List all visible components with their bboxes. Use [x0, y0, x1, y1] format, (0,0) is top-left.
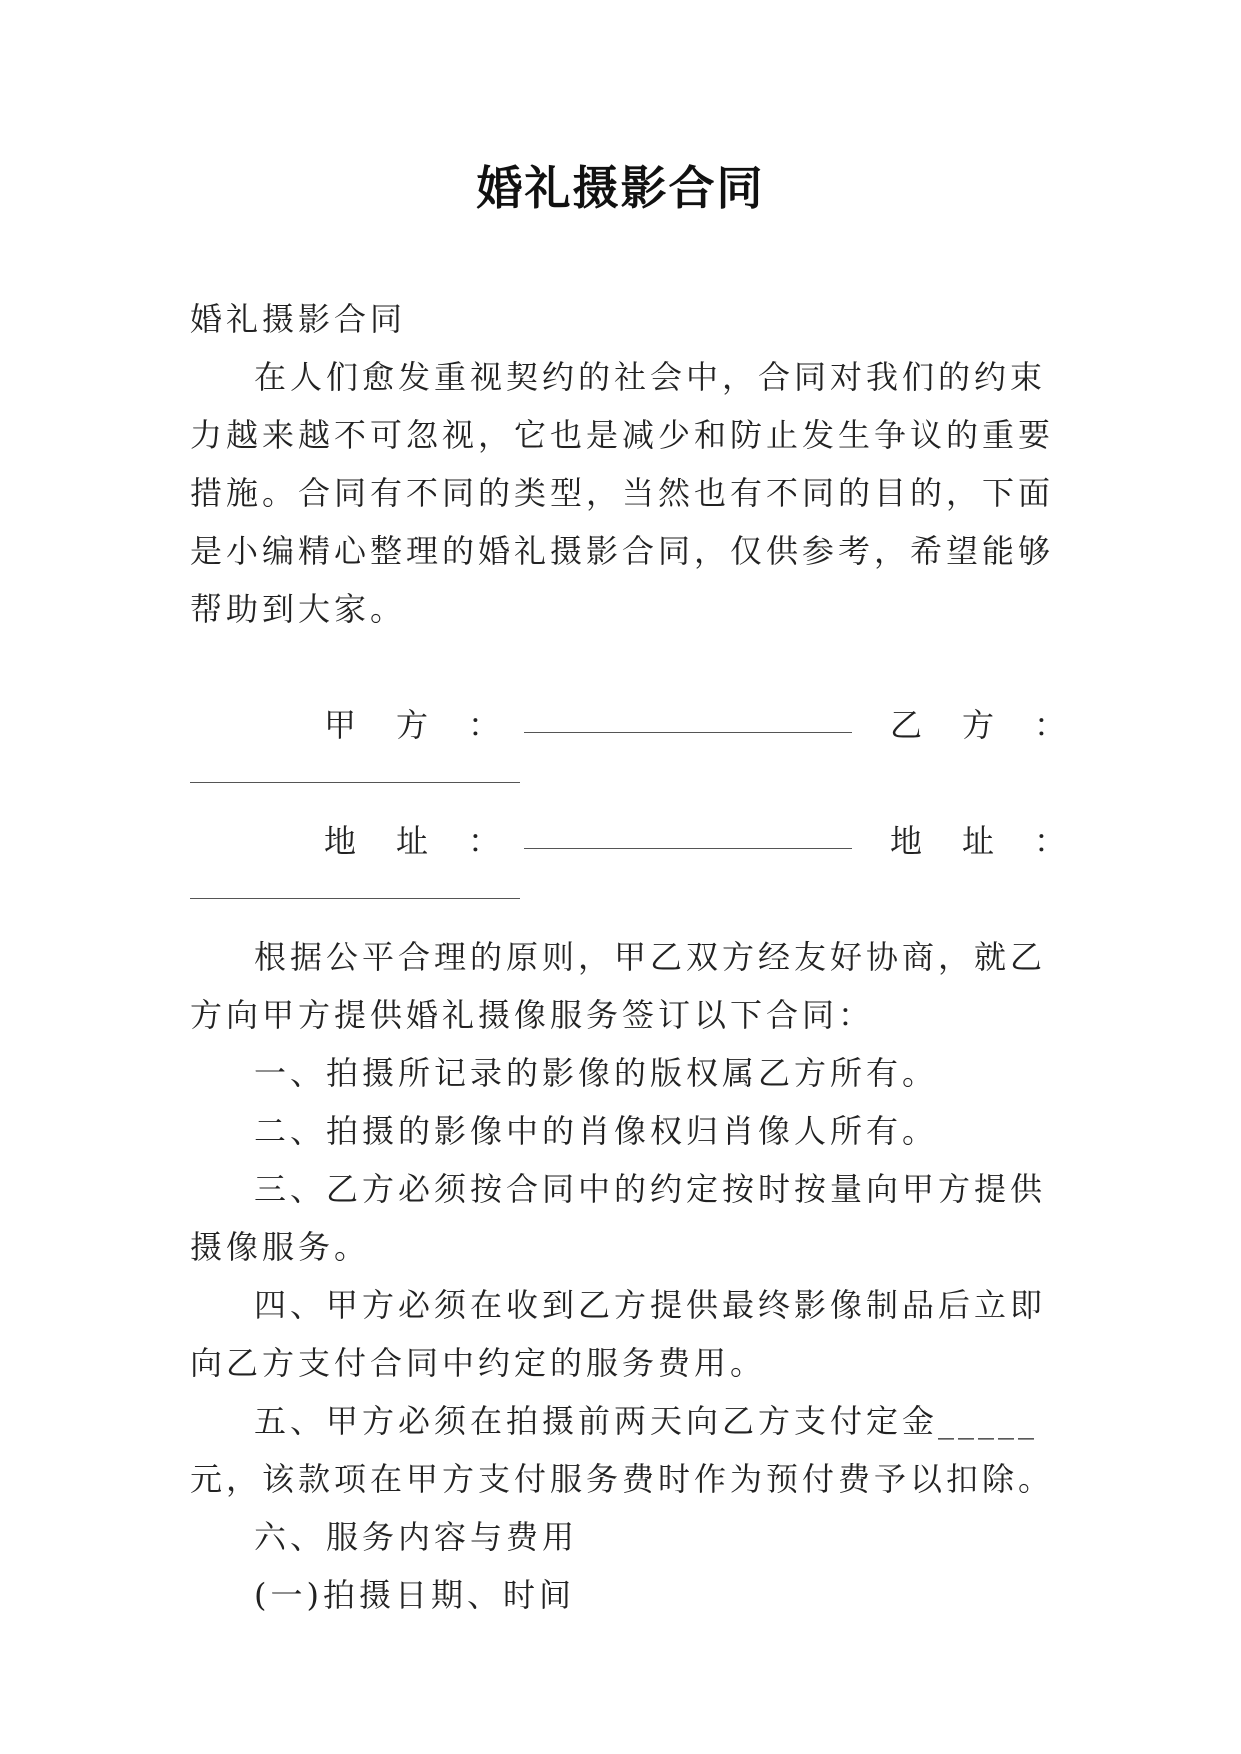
- address-row: [190, 812, 1071, 870]
- document-body: [190, 290, 1071, 1624]
- party-b-line-row: [190, 754, 1056, 812]
- address-a-blank[interactable]: [524, 848, 852, 849]
- party-a-blank[interactable]: [524, 732, 852, 733]
- party-b-label: 乙 方 ：: [890, 706, 1071, 744]
- address-b-line-row: [190, 870, 1056, 928]
- address-a-label: 地 址 ：: [324, 822, 505, 860]
- document-title: 婚礼摄影合同: [476, 161, 765, 215]
- document-subtitle: 婚礼摄影合同: [190, 300, 407, 338]
- preamble-paragraph: 根据公平合理的原则，甲乙双方经友好协商，就乙方向甲方提供婚礼摄像服务签订以下合同：: [190, 938, 1047, 1034]
- address-b-blank[interactable]: [190, 898, 520, 899]
- clause-item: 二、拍摄的影像中的肖像权归肖像人所有。: [254, 1112, 939, 1150]
- clause-item: 一、拍摄所记录的影像的版权属乙方所有。: [254, 1054, 939, 1092]
- clause-item: 三、乙方必须按合同中的约定按时按量向甲方提供摄像服务。: [190, 1170, 1047, 1266]
- party-row: [190, 696, 1071, 754]
- address-b-label: 地 址 ：: [890, 822, 1071, 860]
- clause-item: 五、甲方必须在拍摄前两天向乙方支付定金_____元，该款项在甲方支付服务费时作为预付费予以扣除。: [190, 1402, 1055, 1498]
- party-b-blank[interactable]: [190, 782, 520, 783]
- subsection-heading: (一)拍摄日期、时间: [254, 1576, 575, 1614]
- intro-paragraph: 在人们愈发重视契约的社会中，合同对我们的约束力越来越不可忽视，它也是减少和防止发生争议的重要措施。合同有不同的类型，当然也有不同的目的，下面是小编精心整理的婚礼摄影合同，仅供参考，希望能够帮助到大家。: [190, 358, 1055, 628]
- party-a-label: 甲 方 ：: [324, 706, 505, 744]
- section-heading: 六、服务内容与费用: [254, 1518, 579, 1556]
- spacer: [190, 638, 1056, 696]
- clause-item: 四、甲方必须在收到乙方提供最终影像制品后立即向乙方支付合同中约定的服务费用。: [190, 1286, 1047, 1382]
